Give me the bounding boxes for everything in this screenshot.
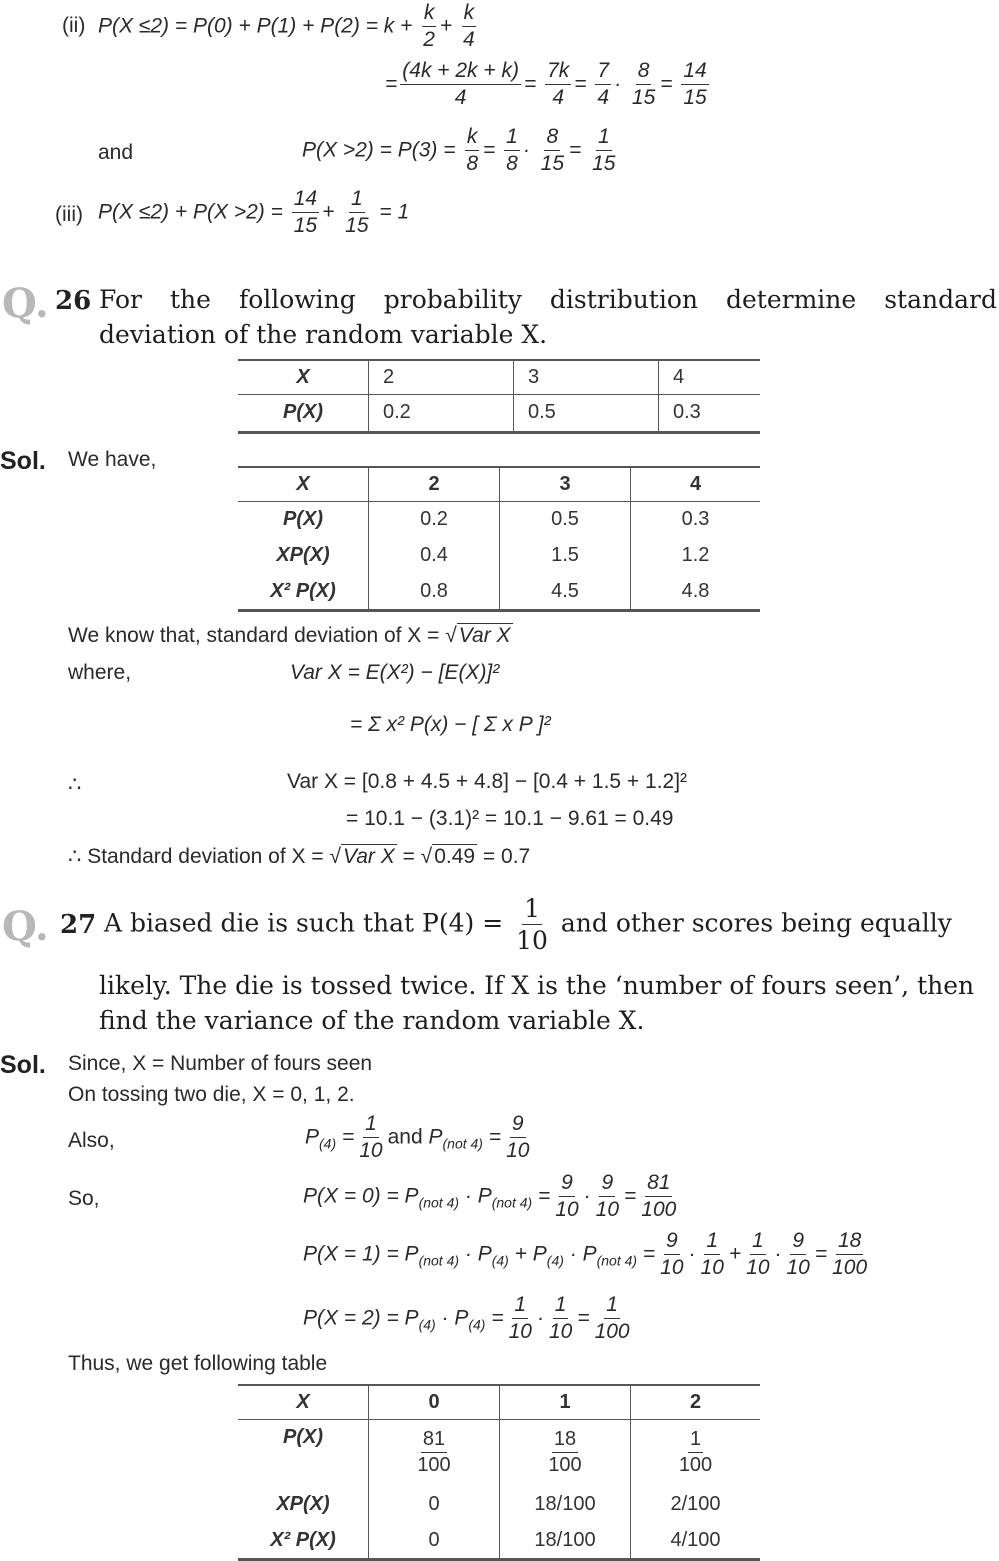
part-ii-line2: = $\frac{(4k + 2k + k)}{4}$ = $\frac{7k}{4}$ = $\frac{7}{4}$ · $\frac{8}{15}$ = $\frac{14}{15}$ — [385, 59, 707, 110]
q27-solution-table — [238, 1384, 760, 1561]
table-row: X 0 1 2 — [238, 1385, 760, 1419]
table-row: P(X) 0.2 0.5 0.3 — [238, 394, 760, 432]
q27-line3: find the variance of the random variable X. — [99, 1006, 645, 1035]
q26-where-label: where, — [68, 661, 132, 684]
table-row: XP(X) 0.4 1.5 1.2 — [238, 537, 760, 574]
part-iii-label: (iii) — [55, 203, 83, 226]
q27-px1-line: $P(X = 1) = P_{(not 4)} \cdot P_{(4)} + P_{(4)} \cdot P_{(not 4)}$ = $\frac{9}{10}$ · $\frac{1}{10}$ + $\frac{1}{10}$ · $\frac{9}{10}$ = $\frac{18}{100}$ — [303, 1229, 868, 1280]
q27-thus: Thus, we get following table — [68, 1352, 328, 1375]
q27-since: Since, X = Number of fours seen — [68, 1052, 373, 1075]
q26-distribution-table — [238, 359, 760, 434]
therefore-symbol: ∴ — [68, 773, 82, 796]
question-mark-26: Q. — [2, 280, 49, 327]
question-number-27: 27 — [60, 910, 97, 940]
part-iii-line: P(X ≤2) + P(X >2) = $\frac{14}{15}$ + $\frac{1}{15}$ = 1 — [98, 187, 410, 238]
q26-var-calc2: = 10.1 − (3.1)² = 10.1 − 9.61 = 0.49 — [346, 807, 674, 830]
q27-also: Also, — [68, 1129, 115, 1152]
q26-var-calc: Var X = [0.8 + 4.5 + 4.8] − [0.4 + 1.5 + 1.2]² — [287, 770, 688, 793]
table-row: XP(X) 0 18/100 2/100 — [238, 1485, 760, 1523]
q26-sd-line: ∴ Standard deviation of X = √Var X = √0.49 = 0.7 — [68, 845, 531, 868]
table-row: X² P(X) 0 18/100 4/100 — [238, 1523, 760, 1559]
q27-px2-line: $P(X = 2) = P_{(4)} \cdot P_{(4)}$ = $\frac{1}{10}$ · $\frac{1}{10}$ = $\frac{1}{100}$ — [303, 1293, 630, 1344]
table-row: P(X) 0.2 0.5 0.3 — [238, 501, 760, 537]
q27-sol-label: Sol. — [0, 1051, 46, 1079]
q27-px0-line: $P(X = 0) = P_{(not 4)} \cdot P_{(not 4)}$ = $\frac{9}{10}$ · $\frac{9}{10}$ = $\frac{81}{100}$ — [303, 1171, 677, 1222]
p-greater-2-line: P(X >2) = P(3) = $\frac{k}{8}$ = $\frac{1}{8}$ · $\frac{8}{15}$ = $\frac{1}{15}$ — [302, 125, 616, 176]
question-number-26: 26 — [55, 286, 92, 316]
q27-line1: A biased die is such that P(4) = $\frac{1}{10}$ and other scores being equally — [104, 894, 952, 956]
q27-tossing: On tossing two die, X = 0, 1, 2. — [68, 1083, 355, 1106]
q26-sum-expression: = Σ x² P(x) − [ Σ x P ]² — [350, 713, 551, 736]
q27-p4-line: $P_{(4)}$ = $\frac{1}{10}$ and $P_{(not 4)}$ = $\frac{9}{10}$ — [305, 1112, 530, 1163]
q26-var-definition: Var X = E(X²) − [E(X)]² — [290, 661, 500, 684]
table-row: X² P(X) 0.8 4.5 4.8 — [238, 574, 760, 610]
q27-so: So, — [68, 1187, 100, 1210]
q27-line2: likely. The die is tossed twice. If X is the ‘number of fours seen’, then — [99, 971, 975, 1000]
part-ii-label: (ii) — [62, 14, 86, 37]
q26-we-have: We have, — [68, 448, 157, 471]
q26-line2: deviation of the random variable X. — [99, 320, 548, 349]
q26-solution-table — [238, 466, 760, 612]
table-row: P(X) $\frac{81}{100}$ $\frac{18}{100}$ $\frac{1}{100}$ — [238, 1419, 760, 1485]
table-row: X 2 3 4 — [238, 467, 760, 501]
table-row: X 2 3 4 — [238, 360, 760, 394]
part-ii-line1: P(X ≤2) = P(0) + P(1) + P(2) = k + $\frac{k}{2}$ + $\frac{k}{4}$ — [98, 1, 475, 52]
q26-line1: For the following probability distribution determine standard — [99, 285, 997, 314]
question-mark-27: Q. — [2, 903, 49, 950]
and-label: and — [98, 141, 134, 164]
q26-know-line: We know that, standard deviation of X = √Var X — [68, 624, 511, 647]
q26-sol-label: Sol. — [0, 447, 46, 475]
